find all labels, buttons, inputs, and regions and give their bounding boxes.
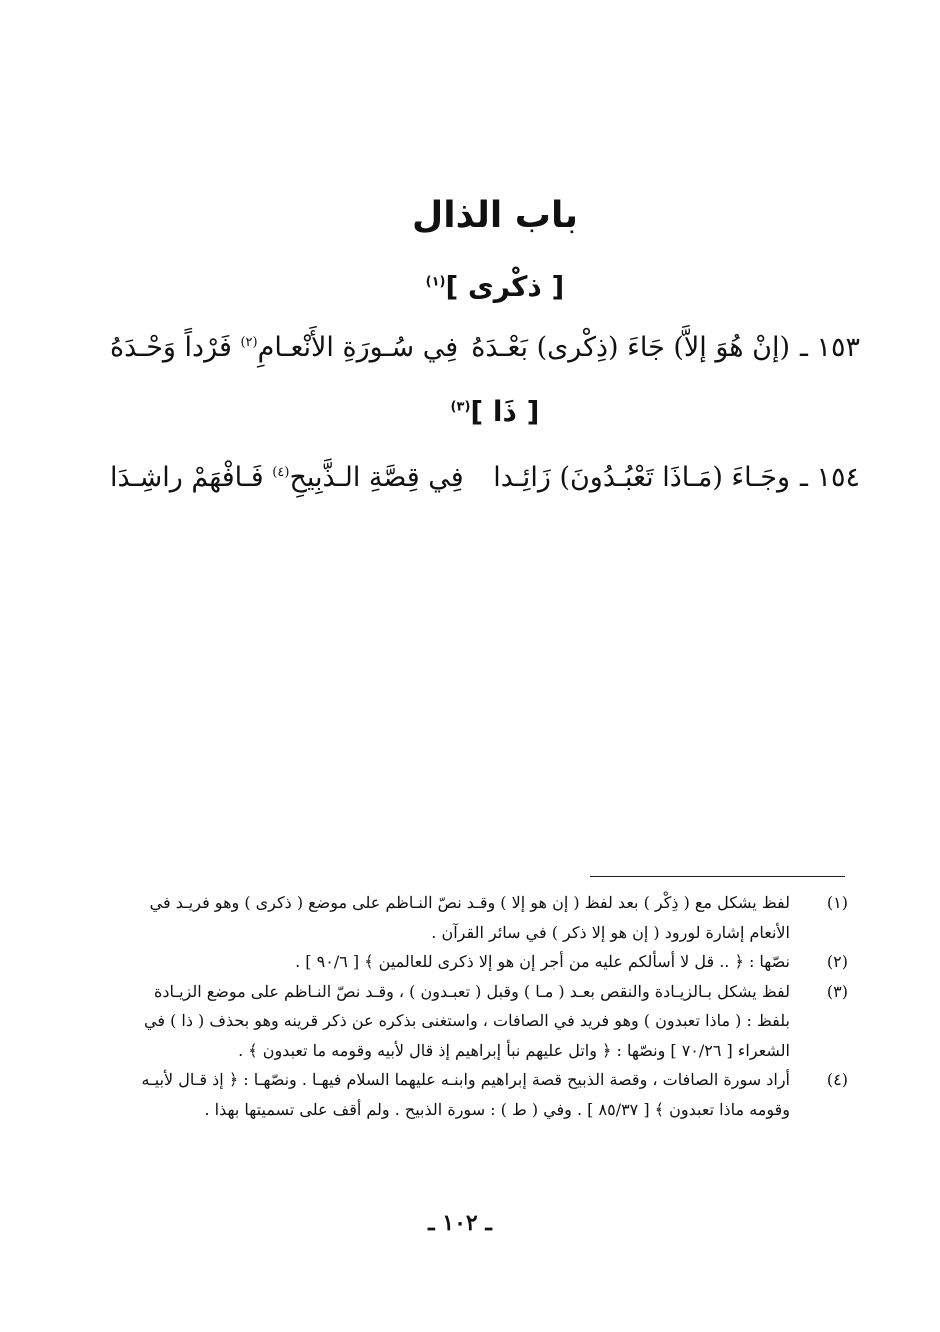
page-number: ـ ١٠٢ ـ	[428, 1210, 492, 1236]
footnote-line: لفظ يشكل بـالزيـادة والنقص بعـد ( مـا ) وقبل ( تعبـدون ) ، وقـد نصّ النـاظم على موضع الزيـادة	[154, 981, 790, 1001]
footnote-1	[88, 888, 848, 947]
section-title-dhikra	[0, 270, 940, 303]
footnote-3	[88, 977, 848, 1066]
footnote-line: الشعراء [ ٧٠/٢٦ ] ونصّها : ﴿ واتل عليهم نبأ إبراهيم إذ قال لأبيه وقومه ما تعبدون ﴾ .	[238, 1040, 790, 1060]
footnote-divider	[590, 876, 845, 877]
verse-first-hemistich: وجَـاءَ (مَـاذَا تَعْبُـدُونَ) زَائِـدا	[493, 462, 790, 493]
footnote-number: (١)	[826, 893, 848, 912]
footnote-2	[88, 947, 848, 977]
footnote-4	[88, 1065, 848, 1124]
footnote-ref: (١)	[425, 274, 446, 290]
footnotes	[88, 888, 848, 1124]
hemistich-part: فَـافْهَمْ راشِـدَا	[110, 462, 264, 493]
section-title-text: [ ذَا ]	[470, 395, 540, 428]
hemistich-part: فِي قِصَّةِ الـذَّبِيحِ	[289, 462, 464, 493]
chapter-title: باب الذال	[412, 195, 578, 236]
footnote-line: لفظ يشكل مع ( ذِكْر ) بعد لفظ ( إن هو إلا ) وقـد نصّ النـاظم على موضع ( ذكرى ) وهو فريـد في	[149, 893, 790, 912]
footnote-number: (٤)	[826, 1070, 848, 1089]
verse-second-hemistich	[110, 462, 464, 493]
hemistich-part: فِي سُـورَةِ الأَنْعـامِ	[257, 332, 459, 363]
footnote-line: وقومه ماذا تعبدون ﴾ [ ٨٥/٣٧ ] . وفي ( ط ) : سورة الذبيح . ولم أقف على تسميتها بهذا .	[204, 1099, 790, 1119]
footnote-number: (٢)	[826, 952, 848, 971]
footnote-line: الأنعام إشارة لورود ( إن هو إلا ذكر ) في سائر القرآن .	[431, 922, 790, 942]
verse-first-hemistich: (إنْ هُوَ إلاَّ) جَاءَ (ذِكْرى) بَعْـدَهُ	[471, 332, 790, 363]
footnote-ref: (٣)	[450, 399, 471, 415]
hemistich-part: فَرْداً وَحْـدَهُ	[110, 332, 232, 363]
verse-154	[110, 462, 860, 502]
footnote-line: بلفظ : ( ماذا تعبدون ) وهو فريد في الصافات ، واستغنى بذكره عن ذكر قرينه وهو بحذف ( ذا ) في	[144, 1011, 790, 1030]
section-title-text: [ ذكْرى ]	[445, 270, 565, 303]
footnote-line: نصّها : ﴿ .. قل لا أسألكم عليه من أجر إن هو إلا ذكرى للعالمين ﴾ [ ٩٠/٦ ] .	[295, 952, 790, 971]
section-title-dha	[0, 395, 940, 428]
verse-number: ١٥٣ ـ	[799, 332, 860, 363]
verse-second-hemistich	[110, 332, 458, 363]
footnote-ref: (٢)	[240, 335, 258, 350]
footnote-ref: (٤)	[272, 465, 290, 480]
footnote-line: أراد سورة الصافات ، وقصة الذبيح قصة إبراهيم وابنـه عليهما السلام فيهـا . ونصّهـا : ﴿ إذ قـال لأبيـه	[141, 1070, 790, 1089]
verse-153	[110, 332, 860, 372]
verse-number: ١٥٤ ـ	[799, 462, 860, 493]
footnote-number: (٣)	[826, 981, 848, 1001]
